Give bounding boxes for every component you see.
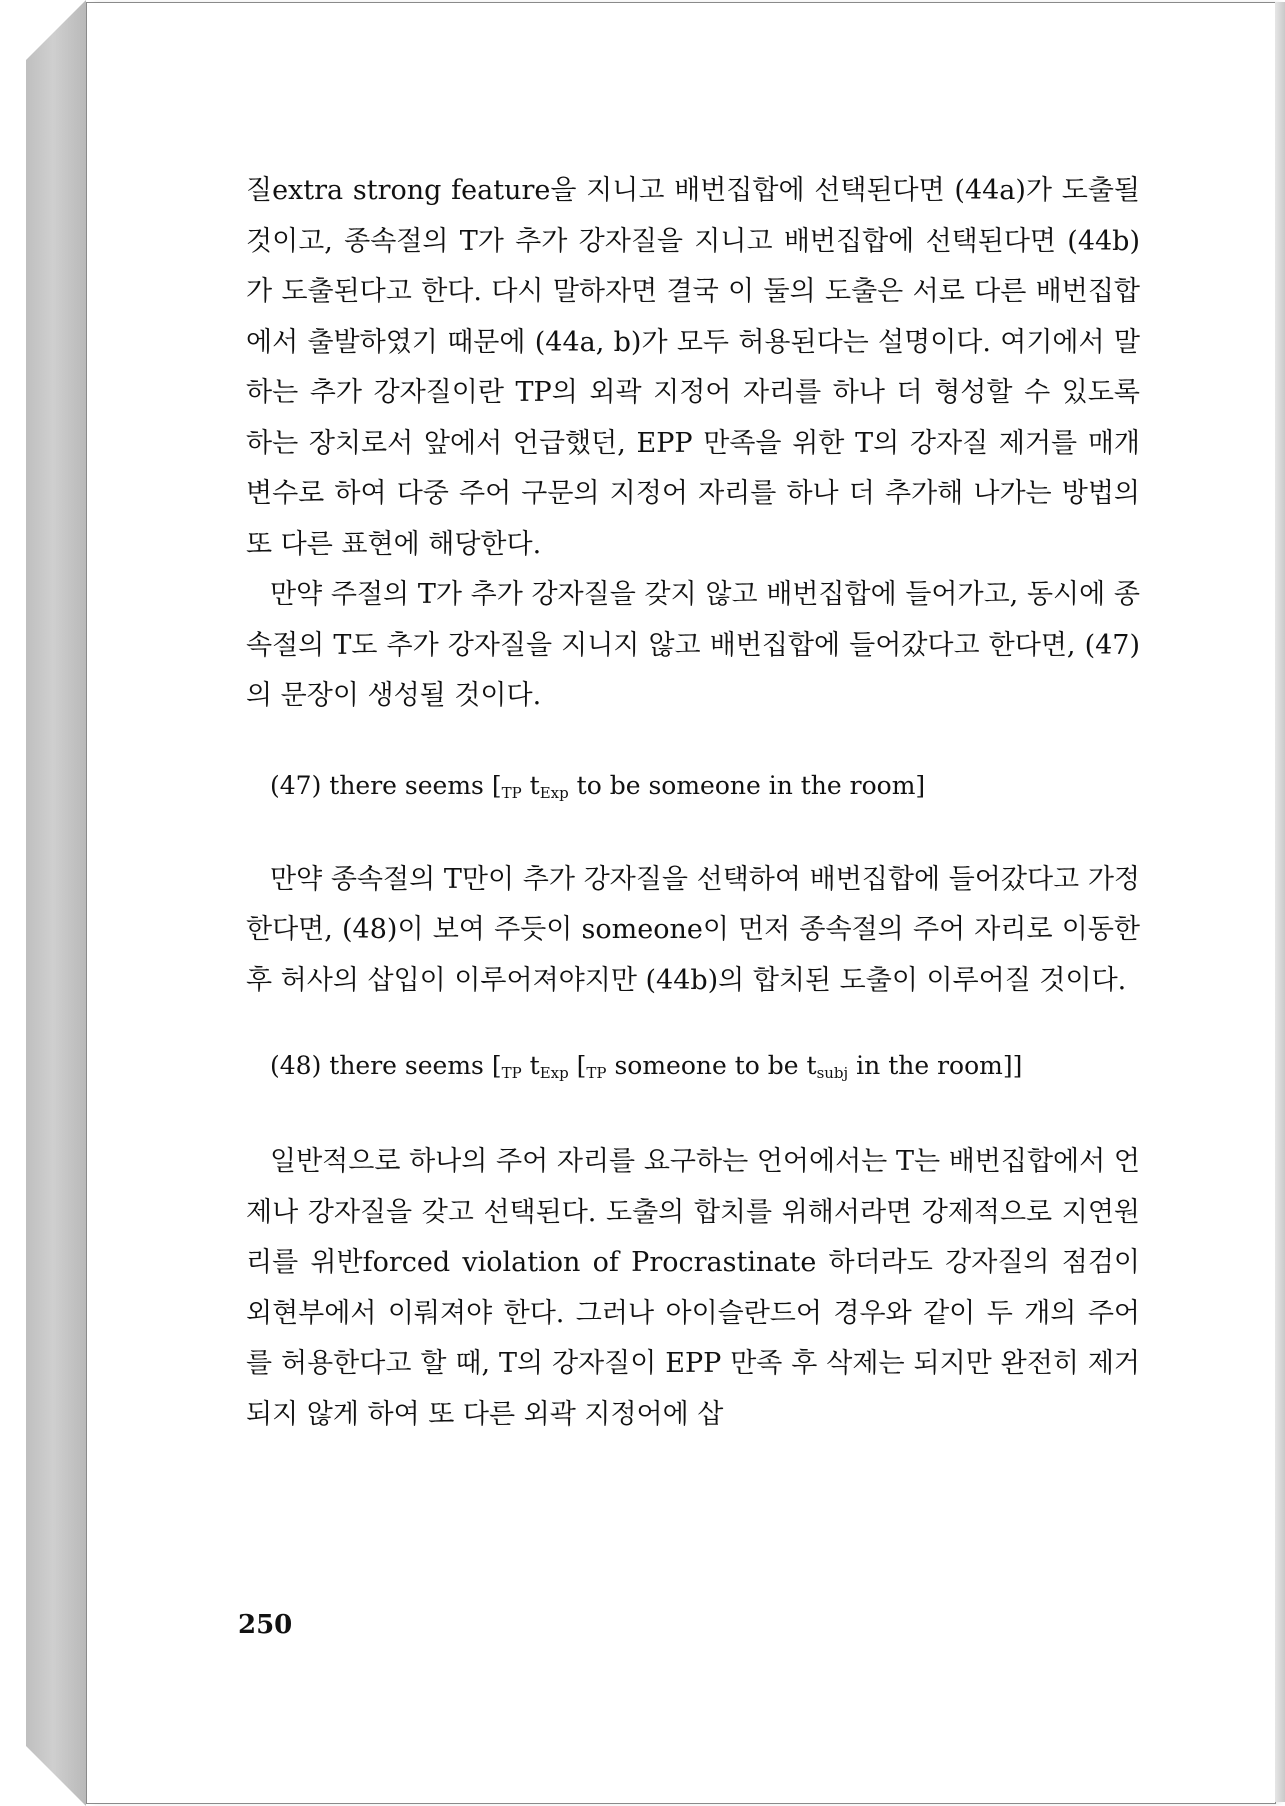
example-47-text-3: to be someone in the room] (568, 770, 926, 800)
example-47-text-1: there seems [ (329, 770, 502, 800)
example-47-sub-tp: TP (501, 783, 522, 802)
book-spine (26, 0, 86, 1806)
example-48-sub-exp: Exp (539, 1064, 569, 1082)
example-47-text-2: t (521, 770, 540, 800)
example-48-sub-subj: subj (816, 1064, 849, 1082)
page-edge (1275, 2, 1285, 1802)
example-47 (246, 766, 1140, 813)
example-48-text-4: someone to be t (606, 1051, 817, 1080)
example-48-text-2: t (521, 1051, 540, 1080)
example-47-sub-exp: Exp (539, 783, 569, 802)
example-47-number: (47) (270, 770, 322, 800)
paragraph-1: 질extra strong feature을 지니고 배번집합에 선택된다면 (44a)가 도출될 것이고, 종속절의 T가 추가 강자질을 지니고 배번집합에 선택된다면 (44b)가 도출된다고 한다. 다시 말하자면 결국 이 둘의 도출은 서로 다른 배번집합에서 출발하였기 때문에 (44a, b)가 모두 허용된다는 설명이다. 여기에서 말하는 추가 강자질이란 TP의 외곽 지정어 자리를 하나 더 형성할 수 있도록 하는 장치로서 앞에서 언급했던, EPP 만족을 위한 T의 강자질 제거를 매개변수로 하여 다중 주어 구문의 지정어 자리를 하나 더 추가해 나가는 방법의 또 다른 표현에 해당한다. (246, 175, 1140, 560)
page-number: 250 (238, 1610, 293, 1640)
paragraph-2: 만약 주절의 T가 추가 강자질을 갖지 않고 배번집합에 들어가고, 동시에 종속절의 T도 추가 강자질을 지니지 않고 배번집합에 들어갔다고 한다면, (47)의 문장이 생성될 것이다. (246, 579, 1140, 711)
page-text (246, 166, 1140, 1440)
example-48 (246, 1046, 1140, 1093)
example-48-text-3: [ (568, 1051, 587, 1080)
example-48-text-5: in the room]] (848, 1051, 1023, 1080)
paragraph-4: 일반적으로 하나의 주어 자리를 요구하는 언어에서는 T는 배번집합에서 언제나 강자질을 갖고 선택된다. 도출의 합치를 위해서라면 강제적으로 지연원리를 위반forced violation of Procrastinate 하더라도 강자질의 점검이 외현부에서 이뤄져야 한다. 그러나 아이슬란드어 경우와 같이 두 개의 주어를 허용한다고 할 때, T의 강자질이 EPP 만족 후 삭제는 되지만 완전히 제거되지 않게 하여 또 다른 외곽 지정어에 삽 (246, 1146, 1140, 1430)
example-48-sub-tp: TP (501, 1064, 522, 1082)
example-48-sub-tp2: TP (586, 1064, 607, 1082)
paragraph-3: 만약 종속절의 T만이 추가 강자질을 선택하여 배번집합에 들어갔다고 가정한다면, (48)이 보여 주듯이 someone이 먼저 종속절의 주어 자리로 이동한 후 허사의 삽입이 이루어져야지만 (44b)의 합치된 도출이 이루어질 것이다. (246, 863, 1140, 996)
example-48-number: (48) (270, 1051, 322, 1080)
example-48-text-1: there seems [ (329, 1051, 502, 1080)
